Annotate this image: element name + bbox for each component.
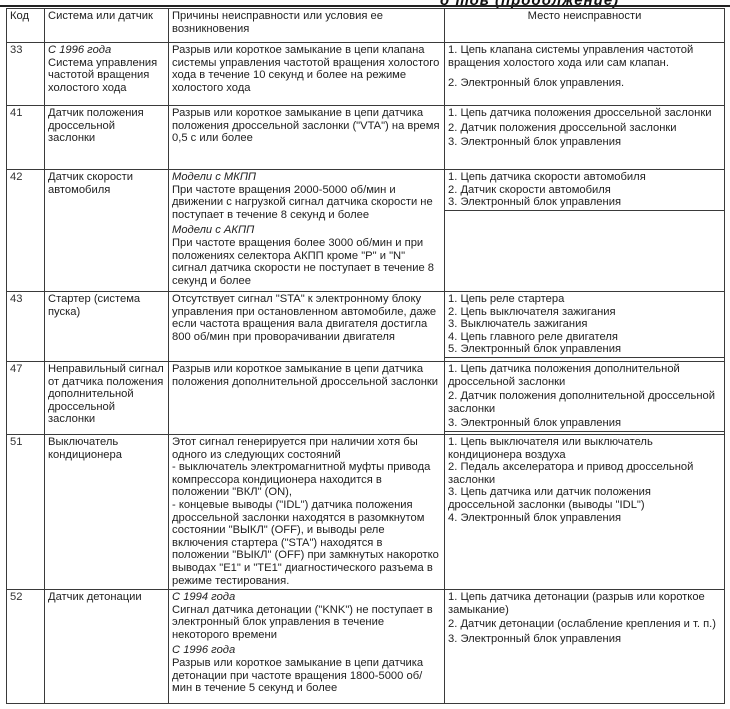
place-item: 3. Выключатель зажигания [448, 318, 588, 331]
row-system: Датчик скорости автомобиля [45, 170, 169, 292]
cause-heading: С 1994 года [172, 591, 236, 604]
place-item: 3. Электронный блок управления [448, 136, 622, 149]
place-item: 3. Электронный блок управления [448, 417, 622, 430]
table-row [7, 170, 725, 292]
row-causes [169, 590, 445, 704]
table-row [7, 590, 725, 704]
row-code: 47 [7, 362, 45, 435]
place-item: 2. Датчик детонации (ослабление крепления и т. п.) [448, 618, 717, 631]
cause-text: - выключатель электромагнитной муфты привода компрессора кондиционера находится в положении "ВКЛ" (ON), [172, 461, 431, 499]
header-system: Система или датчик [45, 9, 169, 43]
cause-heading: Модели с АКПП [172, 224, 255, 237]
row-system: Датчик детонации [45, 590, 169, 704]
cause-text: При частоте вращения 2000-5000 об/мин и движении с нагрузкой сигнал датчика скорости не поступает в течение 8 секунд и более [172, 183, 433, 221]
place-item: 4. Электронный блок управления [448, 511, 622, 524]
cause-text: Этот сигнал генерируется при наличии хотя бы одного из следующих состояний [172, 435, 418, 461]
fault-codes-table [6, 8, 725, 704]
cause-text: Сигнал датчика детонации ("KNK") не поступает в электронный блок управления в течение некоторого времени [172, 603, 433, 641]
row-places [445, 170, 725, 292]
row-code: 51 [7, 434, 45, 589]
row-causes [169, 292, 445, 362]
place-item: 3. Электронный блок управления [448, 196, 622, 209]
row-system: Выключатель кондиционера [45, 434, 169, 589]
row-system-text: Система управления частотой вращения холостого хода [48, 56, 158, 94]
place-item: 2. Цепь выключателя зажигания [448, 305, 616, 318]
cause-text: Отсутствует сигнал "STA" к электронному блоку управления при остановленном автомобиле, даже если частота вращения вала двигателя достигла 800 об/мин при проворачивании двигателя [172, 293, 437, 343]
place-item: 2. Датчик скорости автомобиля [448, 183, 611, 196]
place-item: 5. Электронный блок управления [448, 343, 622, 356]
row-code: 42 [7, 170, 45, 292]
place-item: 4. Цепь главного реле двигателя [448, 330, 618, 343]
place-item: 1. Цепь датчика положения дроссельной заслонки [448, 107, 712, 119]
row-code: 41 [7, 106, 45, 170]
row-system-note: С 1996 года [48, 44, 112, 56]
header-causes: Причины неисправности или условия ее возникновения [169, 9, 445, 43]
cause-text: Разрыв или короткое замыкание в цепи клапана системы управления частотой вращения холостого хода в течение 10 секунд и более на режиме холостого хода [172, 44, 440, 94]
cause-text: - концевые выводы ("IDL") датчика положения дроссельной заслонки находятся в разомкнутом состоянии "ВЫКЛ" (OFF), и выводы реле включения стартера ("STA") находятся в положении "ВЫКЛ" (OFF) при замкнутых накоротко выводах "E1" и "TE1" диагностического разъема в режиме тестирования. [172, 498, 439, 587]
row-system [45, 43, 169, 106]
row-system: Неправильный сигнал от датчика положения дополнительной дроссельной заслонки [45, 362, 169, 435]
place-item: 1. Цепь реле стартера [448, 293, 565, 305]
row-code: 43 [7, 292, 45, 362]
row-causes [169, 170, 445, 292]
table-row [7, 292, 725, 362]
place-item: 2. Датчик положения дроссельной заслонки [448, 121, 677, 134]
place-item: 2. Датчик положения дополнительной дроссельной заслонки [448, 390, 715, 415]
row-system: Датчик положения дроссельной заслонки [45, 106, 169, 170]
table-row [7, 434, 725, 589]
row-causes [169, 43, 445, 106]
header-code: Код [7, 9, 45, 43]
place-item: 1. Цепь датчика скорости автомобиля [448, 171, 646, 183]
cause-text: При частоте вращения более 3000 об/мин и при положениях селектора АКПП кроме "P" и "N" сигнал датчика скорости не поступает в течение 8 секунд и более [172, 236, 435, 287]
table-header-row [7, 9, 725, 43]
table-row [7, 106, 725, 170]
place-item: 1. Цепь выключателя или выключатель кондиционера воздуха [448, 435, 653, 461]
cause-text: Разрыв или короткое замыкание в цепи датчика положения дроссельной заслонки ("VTA") на время 0,5 с или более [172, 107, 440, 145]
header-place: Место неисправности [445, 9, 725, 43]
place-item: 2. Электронный блок управления. [448, 77, 625, 90]
banner-rule [0, 5, 730, 7]
row-places [445, 590, 725, 704]
row-causes [169, 434, 445, 589]
row-places [445, 362, 725, 435]
place-item: 1. Цепь клапана системы управления частотой вращения холостого хода или сам клапан. [448, 44, 694, 69]
row-places [445, 292, 725, 362]
row-places [445, 43, 725, 106]
row-causes [169, 362, 445, 435]
row-code: 52 [7, 590, 45, 704]
table-row [7, 43, 725, 106]
row-causes [169, 106, 445, 170]
page-top-banner [0, 0, 730, 7]
cause-text: Разрыв или короткое замыкание в цепи датчика положения дополнительной дроссельной заслонки [172, 363, 439, 388]
row-code: 33 [7, 43, 45, 106]
row-places [445, 434, 725, 589]
place-item: 3. Электронный блок управления [448, 632, 622, 645]
cause-text: Разрыв или короткое замыкание в цепи датчика детонации при частоте вращения 1800-5000 об/мин в течение 5 секунд и более [172, 657, 424, 695]
place-item: 2. Педаль акселератора и привод дроссельной заслонки [448, 461, 694, 486]
cause-heading: Модели с МКПП [172, 171, 257, 183]
place-item: 3. Цепь датчика или датчик положения дроссельной заслонки (выводы "IDL") [448, 486, 651, 511]
row-system: Стартер (система пуска) [45, 292, 169, 362]
row-places [445, 106, 725, 170]
place-item: 1. Цепь датчика детонации (разрыв или короткое замыкание) [448, 591, 705, 616]
table-row [7, 362, 725, 435]
place-item: 1. Цепь датчика положения дополнительной дроссельной заслонки [448, 363, 680, 388]
cause-heading: С 1996 года [172, 644, 236, 657]
